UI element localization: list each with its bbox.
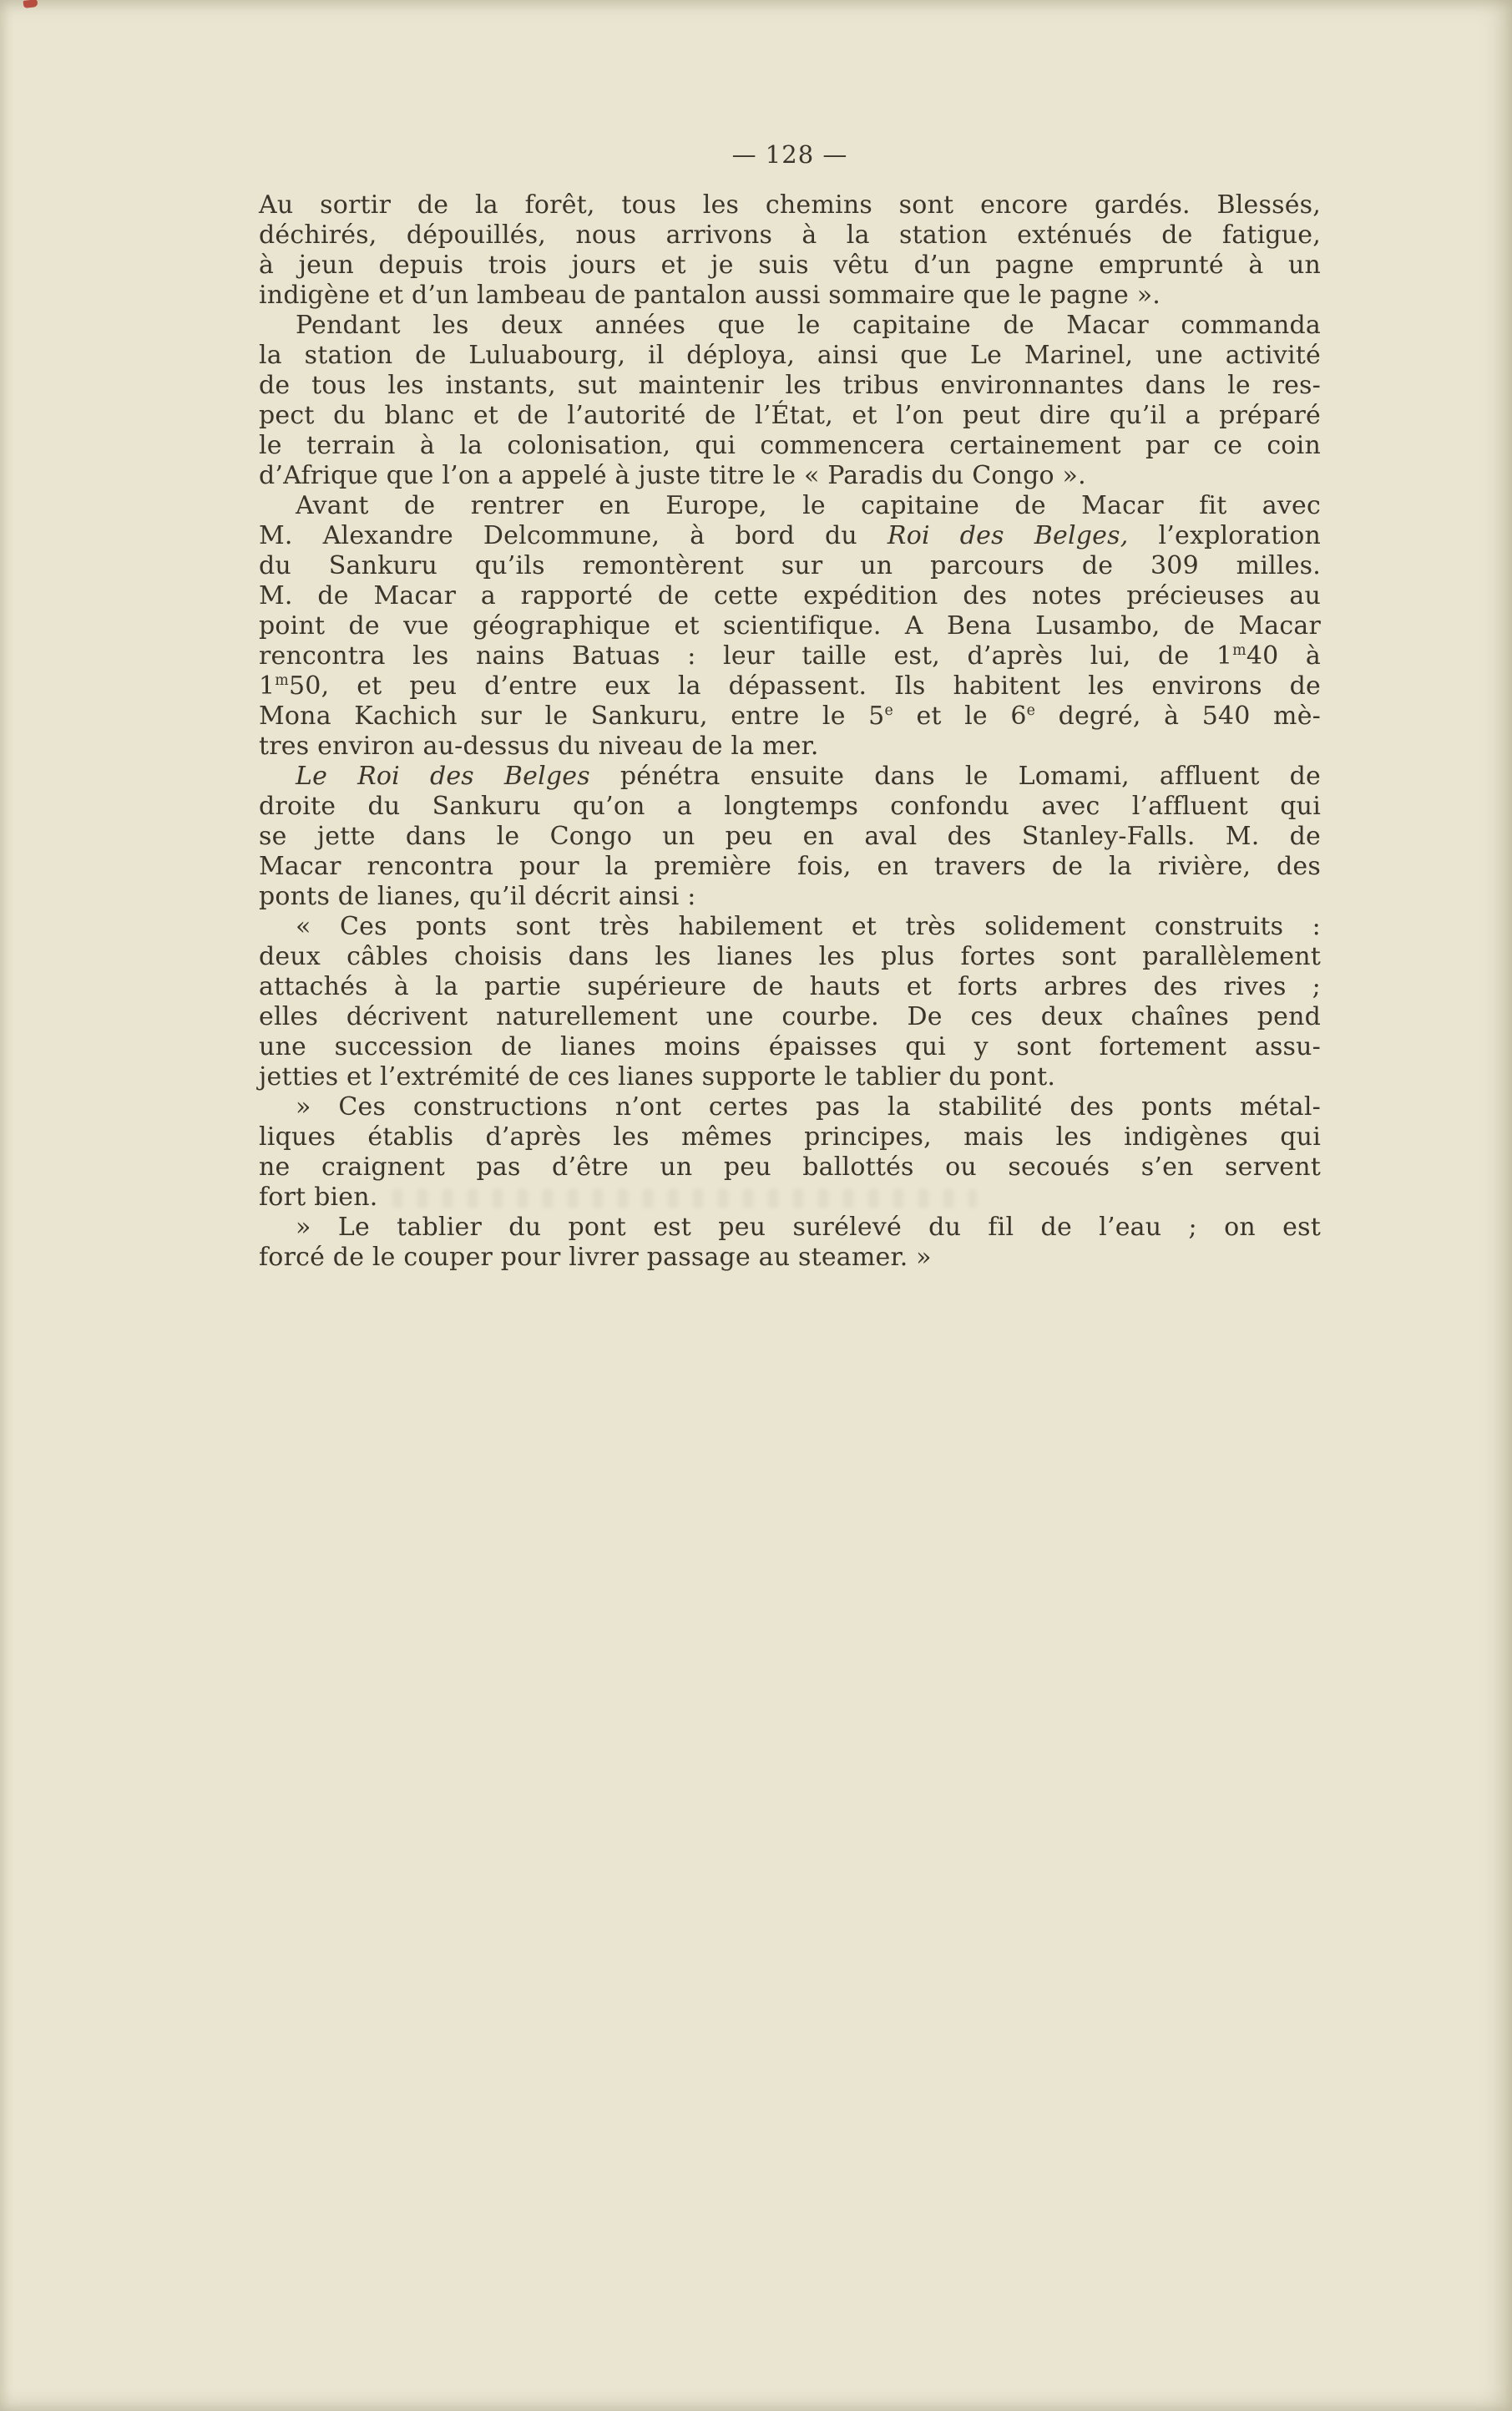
paragraph bbox=[259, 912, 1321, 1092]
text-line: forcé de le couper pour livrer passage au steamer. » bbox=[259, 1243, 932, 1272]
text-line: Au sortir de la forêt, tous les chemins sont encore gardés. Blessés, bbox=[259, 190, 1321, 220]
text-line: « Ces ponts sont très habilement et très solidement construits : bbox=[296, 912, 1321, 941]
text-block bbox=[259, 140, 1321, 1273]
text-line: ne craignent pas d’être un peu ballottés ou secoués s’en servent bbox=[259, 1152, 1321, 1182]
text-line: elles décrivent naturellement une courbe. De ces deux chaînes pend bbox=[259, 1002, 1321, 1031]
text-line: Mona Kachich sur le Sankuru, entre le 5e et le 6e degré, à 540 mè- bbox=[259, 702, 1321, 731]
paragraphs bbox=[259, 190, 1321, 1273]
paragraph bbox=[259, 491, 1321, 762]
text-line: du Sankuru qu’ils remontèrent sur un parcours de 309 milles. bbox=[259, 551, 1321, 580]
text-line: attachés à la partie supérieure de hauts et forts arbres des rives ; bbox=[259, 972, 1321, 1001]
paragraph bbox=[259, 311, 1321, 491]
scan-speck-icon bbox=[23, 0, 38, 8]
text-line: Avant de rentrer en Europe, le capitaine de Macar fit avec bbox=[296, 491, 1321, 520]
text-line: fort bien. bbox=[259, 1183, 378, 1212]
text-line: tres environ au-dessus du niveau de la mer. bbox=[259, 732, 819, 761]
text-line: ponts de lianes, qu’il décrit ainsi : bbox=[259, 882, 696, 911]
text-line: M. Alexandre Delcommune, à bord du Roi des Belges, l’exploration bbox=[259, 521, 1321, 550]
text-line: Le Roi des Belges pénétra ensuite dans le Lomami, affluent de bbox=[296, 762, 1321, 791]
paragraph bbox=[259, 1213, 1321, 1273]
paragraph bbox=[259, 762, 1321, 912]
text-line: d’Afrique que l’on a appelé à juste titre le « Paradis du Congo ». bbox=[259, 461, 1086, 490]
text-line: point de vue géographique et scientifique. A Bena Lusambo, de Macar bbox=[259, 611, 1321, 641]
text-line: Macar rencontra pour la première fois, en travers de la rivière, des bbox=[259, 852, 1321, 881]
text-line: 1$^m$50, et peu d’entre eux la dépassent. Ils habitent les environs de bbox=[259, 671, 1321, 701]
paragraph bbox=[259, 190, 1321, 311]
text-line: le terrain à la colonisation, qui commencera certainement par ce coin bbox=[259, 431, 1321, 460]
text-line: M. de Macar a rapporté de cette expédition des notes précieuses au bbox=[259, 581, 1321, 610]
text-line: se jette dans le Congo un peu en aval des Stanley-Falls. M. de bbox=[259, 822, 1321, 851]
text-line: rencontra les nains Batuas : leur taille est, d’après lui, de 1$^m$40 à bbox=[259, 641, 1321, 671]
text-line: la station de Luluabourg, il déploya, ainsi que Le Marinel, une activité bbox=[259, 341, 1321, 370]
text-line: droite du Sankuru qu’on a longtemps confondu avec l’affluent qui bbox=[259, 792, 1321, 821]
text-line: deux câbles choisis dans les lianes les plus fortes sont parallèlement bbox=[259, 942, 1321, 971]
text-line: à jeun depuis trois jours et je suis vêtu d’un pagne emprunté à un bbox=[259, 251, 1321, 280]
text-line: » Le tablier du pont est peu surélevé du fil de l’eau ; on est bbox=[296, 1213, 1321, 1242]
page-number: — 128 — bbox=[731, 140, 848, 169]
text-line: indigène et d’un lambeau de pantalon aussi sommaire que le pagne ». bbox=[259, 281, 1161, 310]
text-line: pect du blanc et de l’autorité de l’État, et l’on peut dire qu’il a préparé bbox=[259, 401, 1321, 430]
text-line: Pendant les deux années que le capitaine de Macar commanda bbox=[296, 311, 1321, 340]
bleedthrough-smudge bbox=[392, 1189, 977, 1208]
text-line: » Ces constructions n’ont certes pas la stabilité des ponts métal- bbox=[296, 1092, 1321, 1122]
text-line: déchirés, dépouillés, nous arrivons à la station exténués de fatigue, bbox=[259, 220, 1321, 250]
text-line: une succession de lianes moins épaisses qui y sont fortement assu- bbox=[259, 1032, 1321, 1061]
text-line: jetties et l’extrémité de ces lianes supporte le tablier du pont. bbox=[259, 1062, 1056, 1092]
text-line: liques établis d’après les mêmes principes, mais les indigènes qui bbox=[259, 1122, 1321, 1152]
text-line: de tous les instants, sut maintenir les tribus environnantes dans le res- bbox=[259, 371, 1321, 400]
